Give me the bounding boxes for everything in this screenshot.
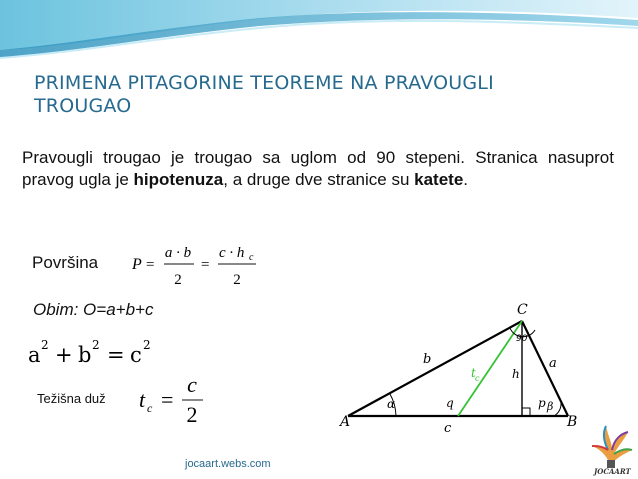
pyth-a-exp: 2 bbox=[41, 338, 49, 352]
vertex-b-label: B bbox=[567, 414, 578, 430]
decorative-wave-header bbox=[0, 0, 638, 62]
pyth-plus: + bbox=[55, 343, 73, 367]
median-label: Težišna duž bbox=[37, 391, 106, 406]
vertex-a-label: A bbox=[340, 414, 351, 430]
area-formula-eq-2: = bbox=[201, 257, 210, 273]
intro-paragraph bbox=[22, 147, 614, 191]
pyth-a: a bbox=[28, 343, 41, 367]
area-formula-num-2: c · h bbox=[219, 245, 245, 261]
median-formula-num: c bbox=[187, 372, 197, 397]
pyth-c: c bbox=[130, 343, 142, 367]
vertex-c-label: C bbox=[517, 302, 528, 318]
side-b-label: b bbox=[423, 352, 432, 367]
median-t-sub: c bbox=[475, 374, 480, 383]
area-formula bbox=[132, 241, 264, 287]
right-angle-label: 90 bbox=[516, 334, 528, 344]
angle-beta-label: β bbox=[547, 400, 554, 413]
pythagorean-formula bbox=[28, 336, 168, 370]
angle-alpha-label: α bbox=[387, 397, 396, 411]
median-t-label: t bbox=[471, 366, 476, 380]
area-formula-lhs: P bbox=[132, 256, 142, 273]
term-hypotenuse: hipotenuza bbox=[133, 170, 224, 189]
intro-text-3: . bbox=[463, 170, 469, 189]
median-formula-t: t bbox=[139, 387, 146, 412]
median-formula-t-sub: c bbox=[147, 401, 153, 415]
area-formula-num-1: a · b bbox=[164, 245, 192, 261]
pyth-b: b bbox=[78, 343, 92, 367]
perimeter-formula: Obim: O=a+b+c bbox=[33, 300, 154, 319]
pyth-eq: = bbox=[107, 343, 125, 367]
segment-q-label: q bbox=[446, 396, 454, 410]
median-formula-den: 2 bbox=[186, 402, 198, 426]
area-label: Površina bbox=[32, 253, 99, 272]
pyth-c-exp: 2 bbox=[143, 338, 151, 352]
logo-text: JOCAART bbox=[594, 467, 631, 476]
side-c-label: c bbox=[444, 421, 452, 436]
intro-text-2: , a druge dve stranice su bbox=[223, 170, 415, 189]
title-line-1: PRIMENA PITAGORINE TEOREME NA PRAVOUGLI bbox=[34, 72, 494, 94]
median-formula-eq: = bbox=[161, 387, 174, 412]
height-label: h bbox=[512, 367, 520, 381]
area-formula-den-2: 2 bbox=[233, 272, 241, 287]
segment-p-label: p bbox=[538, 396, 546, 410]
median-formula bbox=[137, 372, 212, 426]
right-triangle-diagram bbox=[333, 299, 581, 436]
area-formula-num-2-sub: c bbox=[249, 252, 254, 263]
pyth-b-exp: 2 bbox=[92, 338, 100, 352]
term-legs: katete bbox=[414, 170, 464, 189]
page-title bbox=[34, 72, 574, 118]
intro-text-1: Pravougli trougao je trougao sa uglom od 90 stepeni. Stranica nasuprot pravog ugla je bbox=[22, 148, 614, 189]
area-formula-den-1: 2 bbox=[174, 272, 182, 287]
area-formula-eq-1: = bbox=[146, 257, 155, 273]
side-a-label: a bbox=[549, 356, 557, 371]
title-line-2: TROUGAO bbox=[34, 95, 132, 117]
footer-website: jocaart.webs.com bbox=[185, 458, 271, 470]
